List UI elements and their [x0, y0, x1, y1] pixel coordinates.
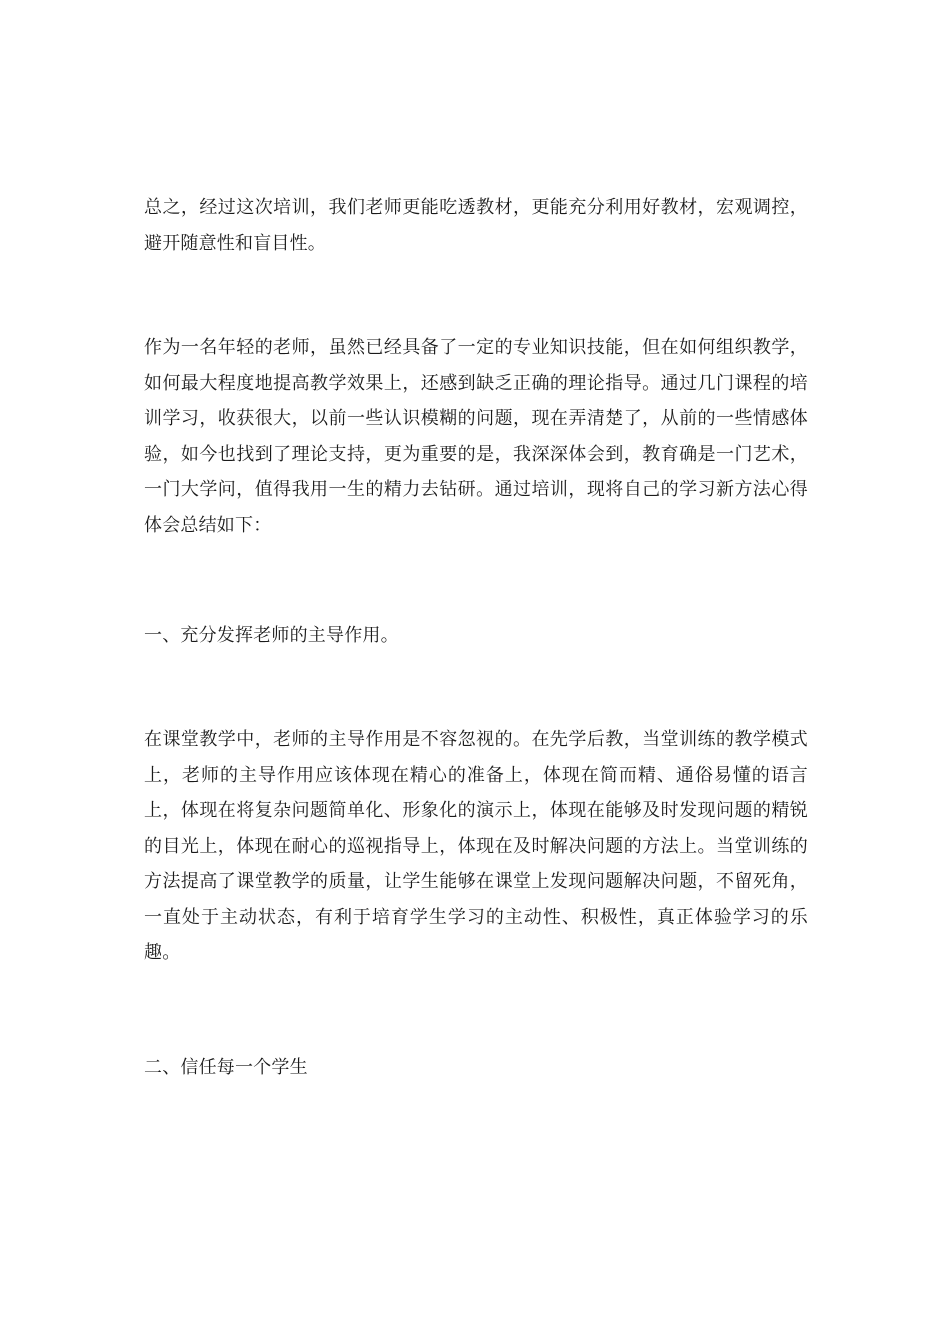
section-heading-2: 二、信任每一个学生	[144, 1057, 308, 1078]
paragraph-summary: 总之，经过这次培训，我们老师更能吃透教材，更能充分利用好教材，宏观调控，避开随意性和盲目性。	[144, 197, 808, 254]
section-heading-1: 一、充分发挥老师的主导作用。	[144, 625, 399, 646]
paragraph-section-1: 在课堂教学中，老师的主导作用是不容忽视的。在先学后教，当堂训练的教学模式上，老师的主导作用应该体现在精心的准备上，体现在简而精、通俗易懂的语言上，体现在将复杂问题简单化、形象化的演示上，体现在能够及时发现问题的精锐的目光上，体现在耐心的巡视指导上，体现在及时解决问题的方法上。当堂训练的方法提高了课堂教学的质量，让学生能够在课堂上发现问题解决问题，不留死角，一直处于主动状态，有利于培育学生学习的主动性、积极性，真正体验学习的乐趣。	[144, 729, 808, 963]
paragraph-introduction: 作为一名年轻的老师，虽然已经具备了一定的专业知识技能，但在如何组织教学，如何最大程度地提高教学效果上，还感到缺乏正确的理论指导。通过几门课程的培训学习，收获很大，以前一些认识模糊的问题，现在弄清楚了，从前的一些情感体验，如今也找到了理论支持，更为重要的是，我深深体会到，教育确是一门艺术，一门大学问，值得我用一生的精力去钻研。通过培训，现将自己的学习新方法心得体会总结如下：	[144, 337, 808, 536]
